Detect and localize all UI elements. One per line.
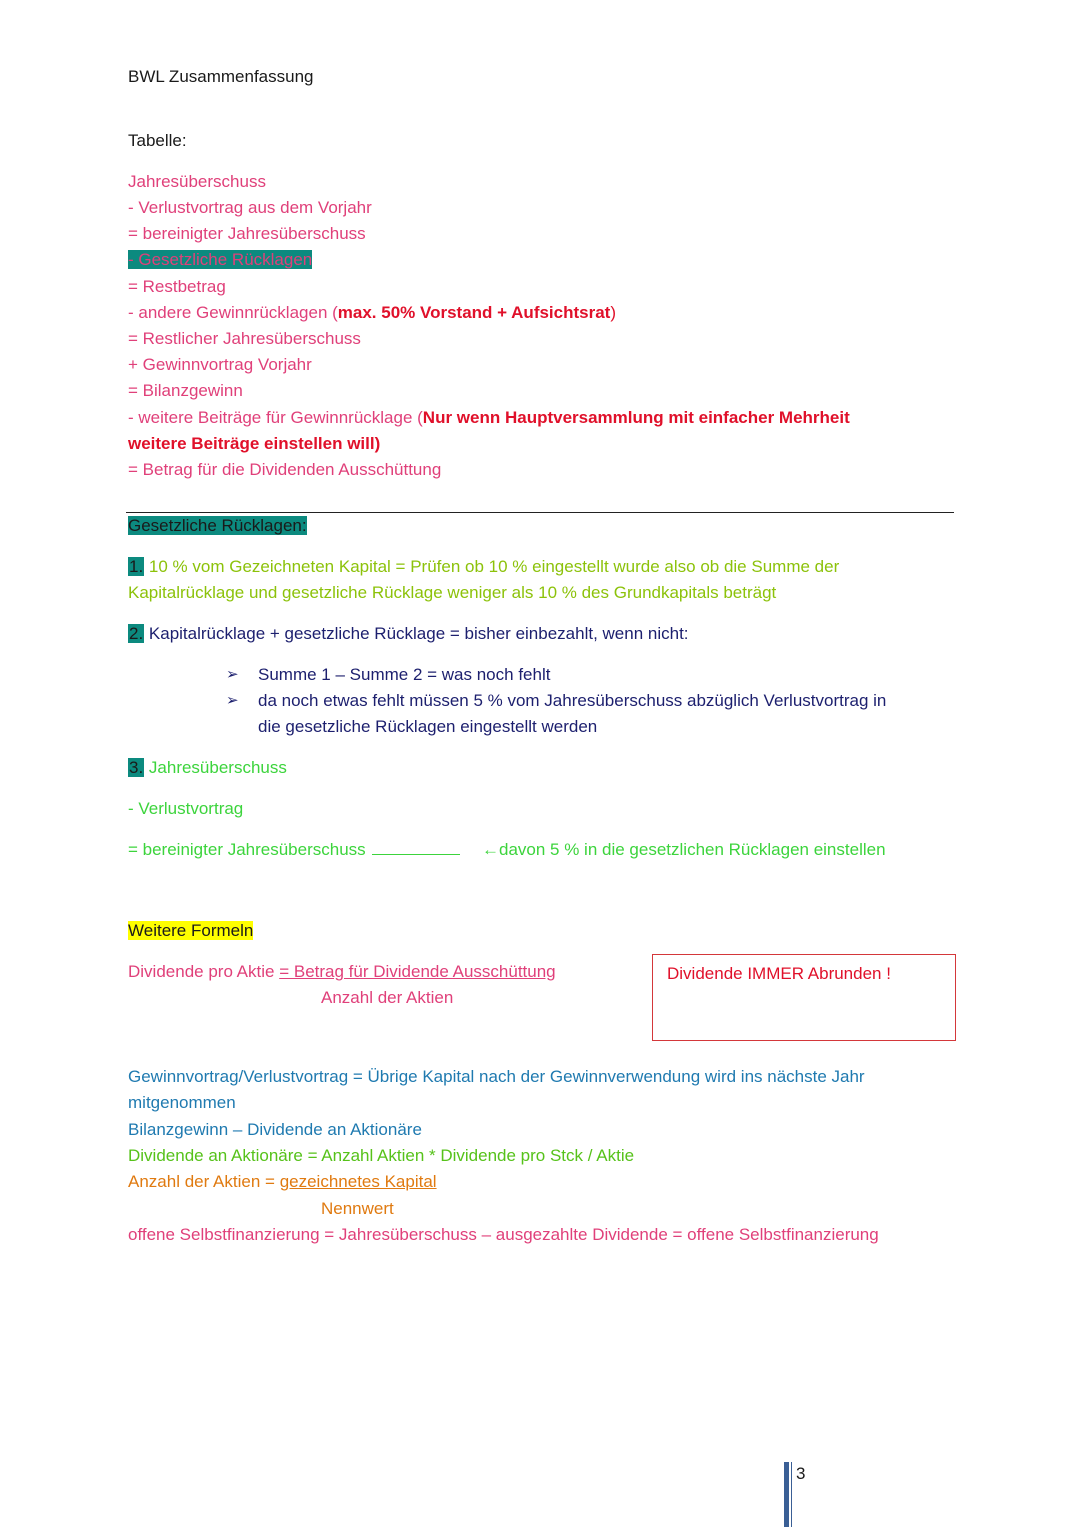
formula-line: Dividende an Aktionäre = Anzahl Aktien * Dividende pro Stck / Aktie (128, 1146, 635, 1165)
arrow-bullet-icon: ➢ (226, 666, 239, 683)
page-bar (784, 1462, 789, 1527)
highlighted-text: Weitere Formeln (128, 921, 254, 940)
divider (126, 512, 954, 513)
line-text: - andere Gewinnrücklagen ( (128, 303, 338, 322)
line-text: = bereinigter Jahresüberschuss (128, 840, 366, 859)
point-1-cont: Kapitalrücklage und gesetzliche Rücklage weniger als 10 % des Grundkapitals beträgt (128, 583, 777, 602)
table-line: - Verlustvortrag aus dem Vorjahr (128, 198, 372, 217)
formeln-heading (128, 920, 253, 942)
table-line: + Gewinnvortrag Vorjahr (128, 355, 312, 374)
arrow-bullet-icon: ➢ (226, 692, 239, 709)
page-number: 3 (796, 1464, 806, 1483)
bullet-item: da noch etwas fehlt müssen 5 % vom Jahresüberschuss abzüglich Verlustvortrag in (258, 691, 887, 710)
table-line (128, 249, 312, 271)
formula-label: Anzahl der Aktien = (128, 1172, 280, 1191)
ruecklagen-heading (128, 515, 307, 537)
formula-dividend (128, 961, 556, 983)
table-line: = Restbetrag (128, 277, 226, 296)
table-heading: Tabelle: (128, 131, 187, 150)
formula-line: mitgenommen (128, 1093, 236, 1112)
table-line: = Bilanzgewinn (128, 381, 243, 400)
page-bar (791, 1462, 792, 1527)
bullet-item-cont: die gesetzliche Rücklagen eingestellt werden (258, 717, 598, 736)
line-note: max. 50% Vorstand + Aufsichtsrat (337, 303, 611, 322)
bullet-item: Summe 1 – Summe 2 = was noch fehlt (258, 665, 551, 684)
table-line: = Restlicher Jahresüberschuss (128, 329, 361, 348)
point-text: Kapitalrücklage + gesetzliche Rücklage = bisher einbezahlt, wenn nicht: (144, 624, 689, 643)
arrow-note: ←davon 5 % in die gesetzlichen Rücklagen einstellen (482, 840, 886, 859)
line-text: - weitere Beiträge für Gewinnrücklage ( (128, 408, 423, 427)
formula-line (128, 1171, 437, 1193)
note-box (652, 954, 956, 1041)
point-number: 2. (129, 624, 144, 643)
formula-denominator: Nennwert (321, 1199, 394, 1218)
formula-denominator: Anzahl der Aktien (321, 988, 454, 1007)
table-line: = Betrag für die Dividenden Ausschüttung (128, 460, 442, 479)
formula-numerator: gezeichnetes Kapital (279, 1172, 437, 1191)
point-2 (128, 623, 689, 645)
table-line (128, 407, 850, 429)
table-line: weitere Beiträge einstellen will) (128, 434, 381, 453)
table-line: Jahresüberschuss (128, 172, 266, 191)
note-text: Dividende IMMER Abrunden ! (667, 964, 891, 983)
point-3-line: - Verlustvortrag (128, 799, 244, 818)
table-line (128, 302, 616, 324)
page-title: BWL Zusammenfassung (128, 67, 314, 86)
formula-line: Bilanzgewinn – Dividende an Aktionäre (128, 1120, 422, 1139)
table-line: = bereinigter Jahresüberschuss (128, 224, 366, 243)
point-3-line (128, 839, 460, 861)
point-number: 1. (129, 557, 144, 576)
point-number: 3. (129, 758, 144, 777)
point-3 (128, 757, 287, 779)
formula-line: Gewinnvortrag/Verlustvortrag = Übrige Kapital nach der Gewinnverwendung wird ins nächste Jahr (128, 1067, 865, 1086)
formula-label: Dividende pro Aktie (128, 962, 280, 981)
blank-line (372, 840, 460, 855)
line-note: Nur wenn Hauptversammlung mit einfacher Mehrheit (422, 408, 850, 427)
highlighted-text: - Gesetzliche Rücklagen (128, 250, 313, 269)
line-text: ) (610, 303, 617, 322)
highlighted-text: Gesetzliche Rücklagen: (128, 516, 307, 535)
formula-line: offene Selbstfinanzierung = Jahresüberschuss – ausgezahlte Dividende = offene Selbstfinanzierung (128, 1225, 879, 1244)
formula-numerator: = Betrag für Dividende Ausschüttung (279, 962, 556, 981)
point-text: Jahresüberschuss (144, 758, 287, 777)
point-1 (128, 556, 839, 578)
point-text: 10 % vom Gezeichneten Kapital = Prüfen ob 10 % eingestellt wurde also ob die Summe der (144, 557, 840, 576)
